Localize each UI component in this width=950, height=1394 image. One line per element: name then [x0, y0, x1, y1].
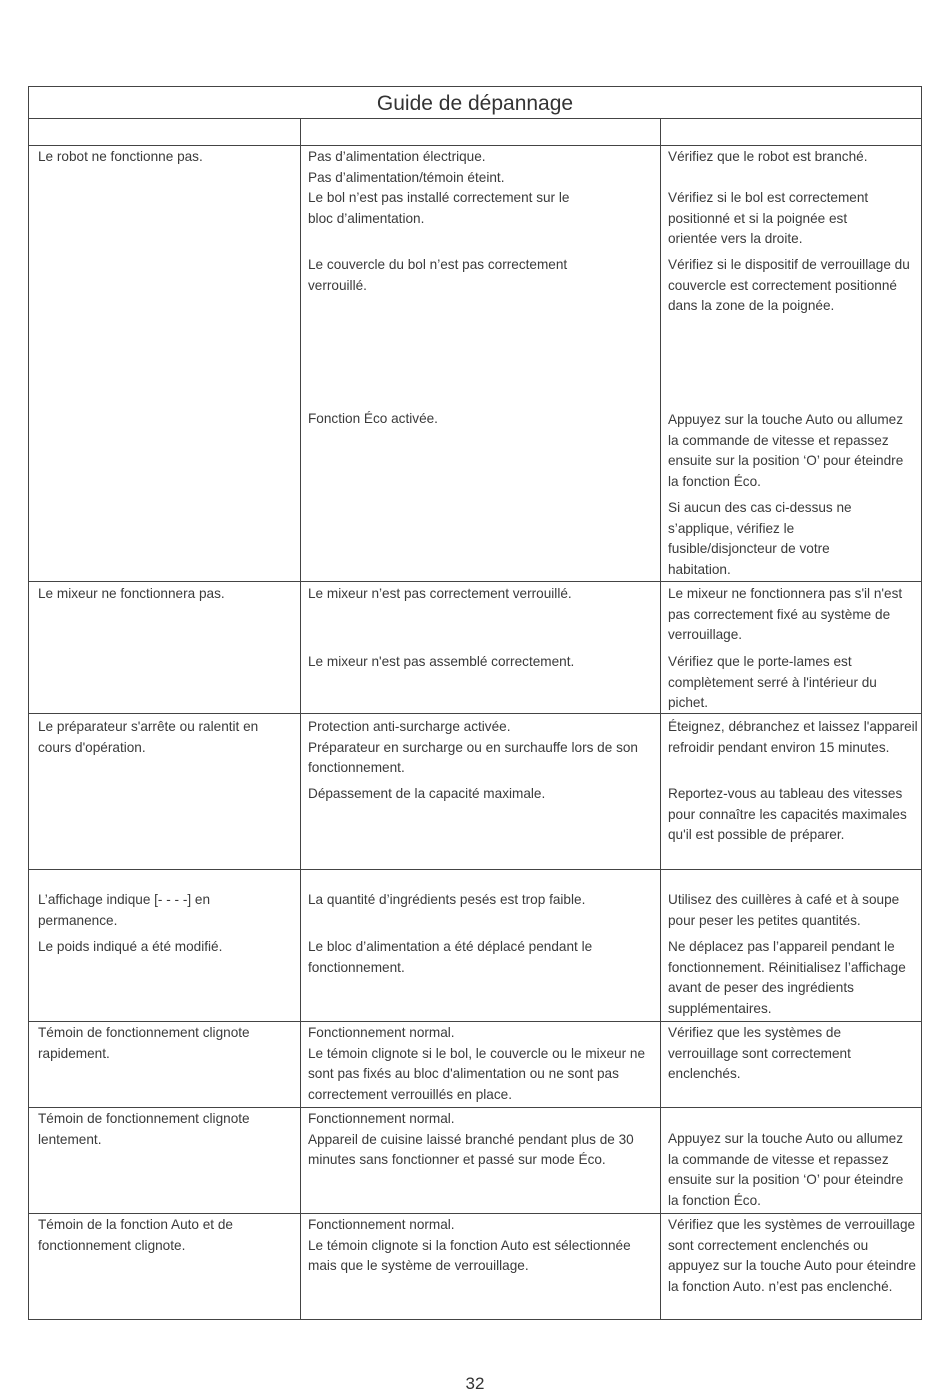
- header-row: [29, 119, 921, 146]
- row-divider: [29, 869, 921, 870]
- problem-text: Le mixeur ne fonctionnera pas.: [38, 586, 225, 601]
- problem-text: Le préparateur s'arrête ou ralentit en cours d'opération.: [38, 719, 259, 755]
- troubleshooting-table: [28, 86, 922, 1320]
- problem-text: Le robot ne fonctionne pas.: [38, 149, 203, 164]
- solution-text: Si aucun des cas ci-dessus ne s’applique, vérifiez le fusible/disjoncteur de votre habitation.: [668, 500, 852, 577]
- cause-text: Le mixeur n’est pas correctement verrouillé.: [308, 586, 572, 601]
- solution-text: Le mixeur ne fonctionnera pas s'il n'est pas correctement fixé au système de verrouillage.: [668, 586, 903, 643]
- problem-text: Le poids indiqué a été modifié.: [38, 939, 223, 954]
- cause-text: Fonction Éco activée.: [308, 411, 438, 426]
- cause-text: Le bloc d’alimentation a été déplacé pendant le fonctionnement.: [308, 939, 593, 975]
- table-title: Guide de dépannage: [29, 87, 921, 119]
- cause-text: Fonctionnement normal.: [308, 1111, 455, 1126]
- cause-text: Fonctionnement normal.: [308, 1217, 455, 1232]
- solution-text: Utilisez des cuillères à café et à soupe pour peser les petites quantités.: [668, 892, 900, 928]
- cause-text: Appareil de cuisine laissé branché pendant plus de 30 minutes sans fonctionner et passé sur mode Éco.: [308, 1131, 634, 1168]
- cause-text: Préparateur en surcharge ou en surchauffe lors de son fonctionnement.: [308, 739, 638, 776]
- solution-text: Appuyez sur la touche Auto ou allumez la commande de vitesse et repassez ensuite sur la position ‘O’ pour éteindre la fonction Éco.: [668, 412, 904, 489]
- cause-text: Le mixeur n'est pas assemblé correctement.: [308, 654, 575, 669]
- solution-text: Vérifiez que les systèmes de verrouillage sont correctement enclenchés.: [668, 1025, 851, 1082]
- cause-text: Fonctionnement normal.: [308, 1025, 455, 1040]
- problem-text: Témoin de la fonction Auto et de fonctionnement clignote.: [38, 1217, 233, 1253]
- solution-text: Appuyez sur la touche Auto ou allumez la commande de vitesse et repassez ensuite sur la position ‘O’ pour éteindre la fonction Éco.: [668, 1131, 904, 1208]
- solution-text: Vérifiez que le robot est branché.: [668, 149, 868, 164]
- solution-text: Éteignez, débranchez et laissez l'appareil refroidir pendant environ 15 minutes.: [668, 719, 918, 755]
- problem-text: Témoin de fonctionnement clignote rapidement.: [38, 1025, 250, 1061]
- column-divider: [300, 119, 301, 1319]
- cause-text: La quantité d’ingrédients pesés est trop faible.: [308, 892, 586, 907]
- problem-text: Témoin de fonctionnement clignote lentement.: [38, 1111, 250, 1147]
- row-divider: [29, 1107, 921, 1108]
- cause-text: Le couvercle du bol n’est pas correctement verrouillé.: [308, 257, 568, 293]
- cause-text: Pas d’alimentation/témoin éteint.: [308, 169, 505, 185]
- cause-text: Dépassement de la capacité maximale.: [308, 786, 546, 801]
- cause-text: Protection anti-surcharge activée.: [308, 719, 511, 734]
- cause-text: Le témoin clignote si le bol, le couvercle ou le mixeur ne sont pas fixés au bloc d'alimentation ou ne sont pas correctement verrouillés en place.: [308, 1045, 646, 1102]
- cause-text: Le bol n’est pas installé correctement sur le bloc d’alimentation.: [308, 190, 570, 226]
- solution-text: Vérifiez que le porte-lames est complètement serré à l'intérieur du pichet.: [668, 654, 877, 711]
- cause-text: Le témoin clignote si la fonction Auto est sélectionnée mais que le système de verrouillage.: [308, 1237, 631, 1274]
- solution-text: Vérifiez si le bol est correctement positionné et si la poignée est orientée vers la droite.: [668, 190, 869, 247]
- page-number: 32: [465, 1374, 485, 1393]
- solution-text: Reportez-vous au tableau des vitesses pour connaître les capacités maximales qu'il est possible de préparer.: [668, 786, 907, 843]
- solution-text: Vérifiez si le dispositif de verrouillage du couvercle est correctement positionné dans la zone de la poignée.: [668, 257, 910, 314]
- row-divider: [29, 1021, 921, 1022]
- cause-text: Pas d’alimentation électrique.: [308, 149, 486, 164]
- solution-text: Ne déplacez pas l’appareil pendant le fonctionnement. Réinitialisez l’affichage avant de peser des ingrédients supplémentaires.: [668, 939, 906, 1016]
- row-divider: [29, 1213, 921, 1214]
- solution-text: Vérifiez que les systèmes de verrouillage sont correctement enclenchés ou appuyez sur la touche Auto pour éteindre la fonction Auto. n’est pas enclenché.: [668, 1217, 916, 1294]
- problem-text: L’affichage indique [- - - -] en permanence.: [38, 892, 211, 928]
- row-divider: [29, 581, 921, 582]
- column-divider: [660, 119, 661, 1319]
